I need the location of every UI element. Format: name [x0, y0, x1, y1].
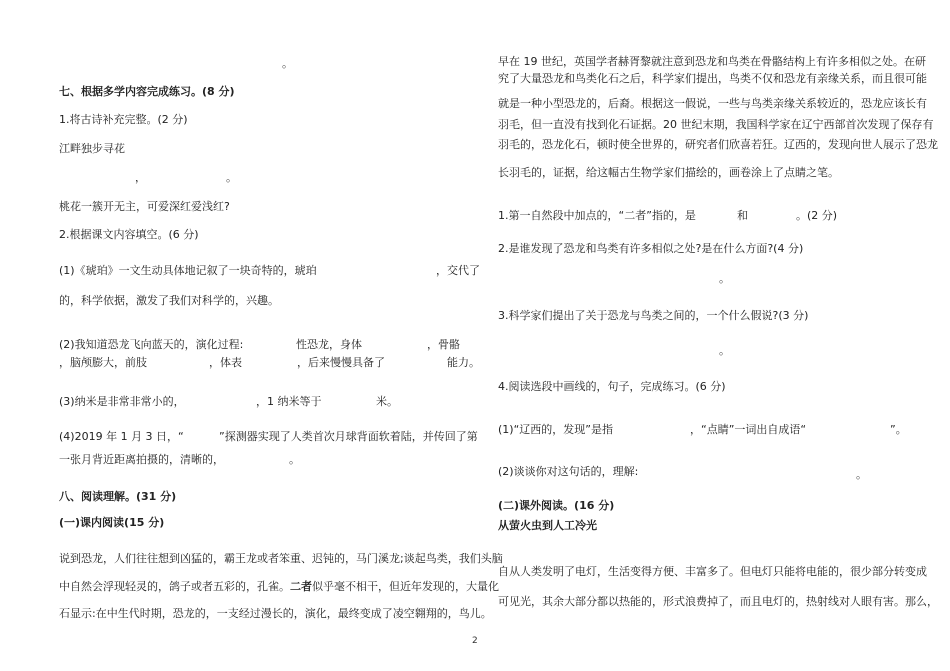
passage-line: 石显示:在中生代时期，恐龙的，一支经过漫长的，演化，最终变成了凌空翱翔的，鸟儿。	[59, 607, 492, 620]
q2-2-text: 能力。	[447, 356, 480, 369]
q2-3-text: ，1 纳米等于	[256, 395, 322, 408]
story-line: 可见光，其余大部分都以热能的，形式浪费掉了，而且电灯的，热射线对人眼有害。那么，	[498, 595, 938, 608]
passage-line: 就是一种小型恐龙的，后裔。根据这一假说，一些与鸟类亲缘关系较近的，恐龙应该长有	[498, 97, 927, 110]
q2-2-text: ，体表	[209, 356, 242, 369]
q2-1-text: ，交代了	[436, 264, 480, 277]
section-8-heading: 八、阅读理解。(31 分)	[59, 490, 177, 503]
reading-question-2: 2.是谁发现了恐龙和鸟类有许多相似之处?是在什么方面?(4 分)	[498, 242, 804, 255]
q2-4-text: ”探测器实现了人类首次月球背面软着陆，并传回了第	[219, 430, 478, 443]
section-7-heading: 七、根据多学内容完成练习。(8 分)	[59, 85, 235, 98]
reading-question-1: 1.第一自然段中加点的，“二者”指的，是	[498, 209, 696, 222]
q2-2-text: 性恐龙，身体	[296, 338, 362, 351]
subsection-1-heading: (一)课内阅读(15 分)	[59, 516, 165, 529]
q2-3-text: (3)纳米是非常非常小的，	[59, 395, 185, 408]
q4-1-text: ，“点睛”一词出自成语“	[690, 423, 807, 436]
passage-line: 究了大量恐龙和鸟类化石之后，科学家们提出，鸟类不仅和恐龙有亲缘关系，而且很可能	[498, 72, 927, 85]
q2-4-text: 一张月背近距离拍摄的，清晰的，	[59, 453, 224, 466]
page-number: 2	[472, 636, 478, 646]
reading-question-4: 4.阅读选段中画线的，句子，完成练习。(6 分)	[498, 380, 726, 393]
q2-1-text: (1)《琥珀》一文生动具体地记叙了一块奇特的，琥珀	[59, 264, 317, 277]
poem-line: 桃花一簇开无主，可爱深红爱浅红?	[59, 200, 230, 213]
q4-1-text: (1)“辽西的，发现”是指	[498, 423, 613, 436]
q2-3-text: 米。	[376, 395, 398, 408]
q2-1-text: 的，科学依据，激发了我们对科学的，兴趣。	[59, 294, 279, 307]
q4-2-text: (2)谈谈你对这句话的，理解:	[498, 465, 639, 478]
reading-question-1: 。(2 分)	[796, 209, 838, 222]
poem-blank-period: 。	[226, 171, 237, 184]
question-2: 2.根据课文内容填空。(6 分)	[59, 228, 199, 241]
reading-question-3: 3.科学家们提出了关于恐龙与鸟类之间的，一个什么假说?(3 分)	[498, 309, 809, 322]
story-title: 从萤火虫到人工冷光	[498, 519, 597, 532]
question-1: 1.将古诗补充完整。(2 分)	[59, 113, 188, 126]
answer-line-end: 。	[719, 344, 730, 357]
passage-line: 说到恐龙，人们往往想到凶猛的，霸王龙或者笨重、迟钝的，马门溪龙;谈起鸟类，我们头脑	[59, 552, 503, 565]
poem-title: 江畔独步寻花	[59, 142, 125, 155]
q2-2-text: ，后来慢慢具备了	[297, 356, 385, 369]
q2-2-text: ，脑颅膨大，前肢	[59, 356, 147, 369]
passage-line: 早在 19 世纪，英国学者赫胥黎就注意到恐龙和鸟类在骨骼结构上有许多相似之处。在研	[498, 55, 926, 68]
passage-line: 长羽毛的，证据，给这幅古生物学家们描绘的，画卷涂上了点睛之笔。	[498, 166, 839, 179]
passage-line: 羽毛，但一直没有找到化石证据。20 世纪末期，我国科学家在辽宁西部首次发现了保存有	[498, 118, 934, 131]
passage-line: 羽毛的，恐龙化石，顿时使全世界的，研究者们欣喜若狂。辽西的，发现向世人展示了恐龙	[498, 138, 938, 151]
passage-line: 中自然会浮现轻灵的，鸽子或者五彩的，孔雀。二者似乎毫不相干，但近年发现的，大量化	[59, 580, 499, 593]
q2-2-text: ，骨骼	[427, 338, 460, 351]
q2-4-text: 。	[289, 453, 300, 466]
q4-1-text: ”。	[890, 423, 907, 436]
poem-blank-comma: ，	[135, 171, 146, 184]
answer-line-end: 。	[719, 272, 730, 285]
stray-period: 。	[282, 57, 293, 70]
reading-question-1: 和	[737, 209, 748, 222]
q4-2-text: 。	[856, 468, 867, 481]
q2-4-text: (4)2019 年 1 月 3 日，“	[59, 430, 184, 443]
story-line: 自从人类发明了电灯，生活变得方便、丰富多了。但电灯只能将电能的，很少部分转变成	[498, 565, 927, 578]
emphasized-word: 二者	[290, 580, 312, 593]
q2-2-text: (2)我知道恐龙飞向蓝天的，演化过程:	[59, 338, 244, 351]
subsection-2-heading: (二)课外阅读。(16 分)	[498, 499, 615, 512]
